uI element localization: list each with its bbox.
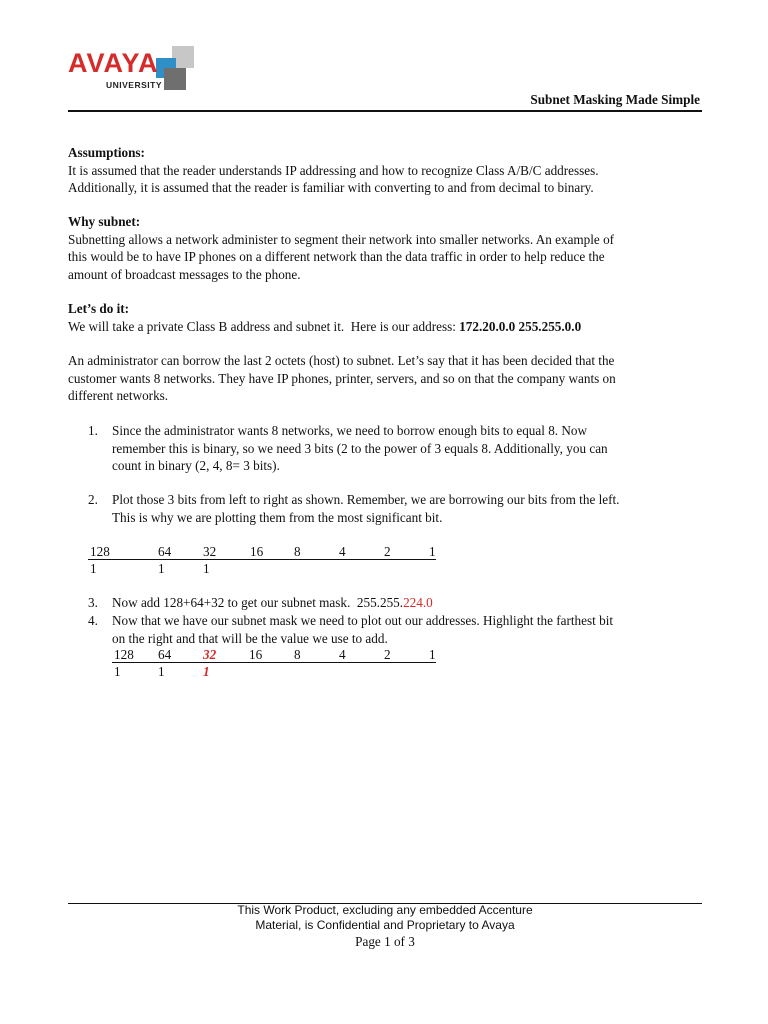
- page-title: Subnet Masking Made Simple: [530, 92, 700, 107]
- why-subnet-line: this would be to have IP phones on a different network than the data traffic in order to help reduce the: [68, 249, 605, 264]
- step-line: Plot those 3 bits from left to right as shown. Remember, we are borrowing our bits from the left.: [112, 492, 620, 507]
- bit: 1: [158, 664, 165, 679]
- assumptions-line: Additionally, it is assumed that the reader is familiar with converting to and from decimal to binary.: [68, 180, 594, 195]
- bit: 1: [158, 561, 165, 576]
- admin-paragraph: [68, 352, 708, 405]
- lets-do-it-text: We will take a private Class B address and subnet it. Here is our address:: [68, 318, 460, 334]
- table-header-row: [0, 646, 768, 663]
- footer-notice: [68, 903, 702, 933]
- bit-value-highlight: 32: [203, 647, 217, 662]
- step-number: 4.: [88, 613, 98, 628]
- lets-do-it-heading: Let’s do it:: [68, 301, 130, 316]
- bit-value: 64: [158, 544, 172, 559]
- logo-brand: AVAYA: [68, 48, 159, 78]
- bit-value: 2: [384, 544, 391, 559]
- step-line: Since the administrator wants 8 networks, we need to borrow enough bits to equal 8. Now: [112, 423, 588, 438]
- bit-value: 16: [250, 544, 264, 559]
- step-4: [88, 612, 708, 648]
- bit: 1: [203, 561, 210, 576]
- lets-do-it-line: [68, 318, 708, 336]
- bit-value: 16: [249, 647, 263, 662]
- bit-value: 8: [294, 544, 301, 559]
- bit-value: 1: [429, 647, 436, 662]
- assumptions-heading: Assumptions:: [68, 145, 145, 160]
- bit-value: 128: [114, 647, 134, 662]
- header-divider: [68, 110, 702, 112]
- why-subnet-line: Subnetting allows a network administer to segment their network into smaller networks. An example of: [68, 231, 615, 247]
- bit-value: 1: [429, 544, 436, 559]
- bit-value: 128: [90, 544, 110, 559]
- step-3: [88, 594, 708, 612]
- table-header-row: [0, 543, 768, 560]
- step-number: 1.: [88, 423, 98, 438]
- assumptions-section: [68, 144, 708, 197]
- footer-line: Material, is Confidential and Proprietary to Avaya: [255, 918, 515, 932]
- step-line: This is why we are plotting them from the most significant bit.: [112, 509, 443, 525]
- bit-value: 8: [294, 647, 301, 662]
- footer-line: This Work Product, excluding any embedded Accenture: [237, 903, 533, 917]
- bit: 1: [114, 664, 121, 679]
- bit-value: 4: [339, 647, 346, 662]
- bit-value: 64: [158, 647, 172, 662]
- step-line: Now that we have our subnet mask we need to plot out our addresses. Highlight the farthest bit: [112, 613, 614, 628]
- step-1: [88, 422, 708, 476]
- network-address: 172.20.0.0 255.255.0.0: [459, 318, 582, 334]
- table-bit-row: [0, 663, 768, 680]
- step-line: on the right and that will be the value we use to add.: [112, 630, 388, 646]
- step-number: 2.: [88, 492, 98, 507]
- bit: 1: [90, 561, 97, 576]
- subnet-mask-highlight: 224.0: [403, 595, 433, 610]
- logo-sub: UNIVERSITY: [106, 80, 163, 90]
- step-line: Now add 128+64+32 to get our subnet mask. 255.255.: [112, 595, 404, 610]
- why-subnet-line: amount of broadcast messages to the phone.: [68, 266, 301, 282]
- step-2: [88, 491, 708, 527]
- bit-highlight: 1: [203, 664, 210, 679]
- step-line: remember this is binary, so we need 3 bits (2 to the power of 3 equals 8. Additionally, you can: [112, 440, 608, 456]
- step-number: 3.: [88, 595, 98, 610]
- bit-value: 32: [203, 544, 217, 559]
- step-line: count in binary (2, 4, 8= 3 bits).: [112, 458, 280, 473]
- admin-line: An administrator can borrow the last 2 octets (host) to subnet. Let’s say that it has been decided that the: [68, 353, 615, 368]
- admin-line: different networks.: [68, 388, 169, 403]
- lets-do-it-section: [68, 300, 708, 335]
- why-subnet-section: [68, 213, 708, 283]
- bit-value: 4: [339, 544, 346, 559]
- assumptions-line: It is assumed that the reader understands IP addressing and how to recognize Class A/B/C addresses.: [68, 162, 599, 178]
- table-bit-row: [0, 560, 768, 577]
- bit-value: 2: [384, 647, 391, 662]
- page-number: Page 1 of 3: [355, 934, 415, 949]
- why-subnet-heading: Why subnet:: [68, 214, 141, 229]
- logo-square-gray: [164, 68, 186, 90]
- admin-line: customer wants 8 networks. They have IP phones, printer, servers, and so on that the company wants on: [68, 370, 616, 386]
